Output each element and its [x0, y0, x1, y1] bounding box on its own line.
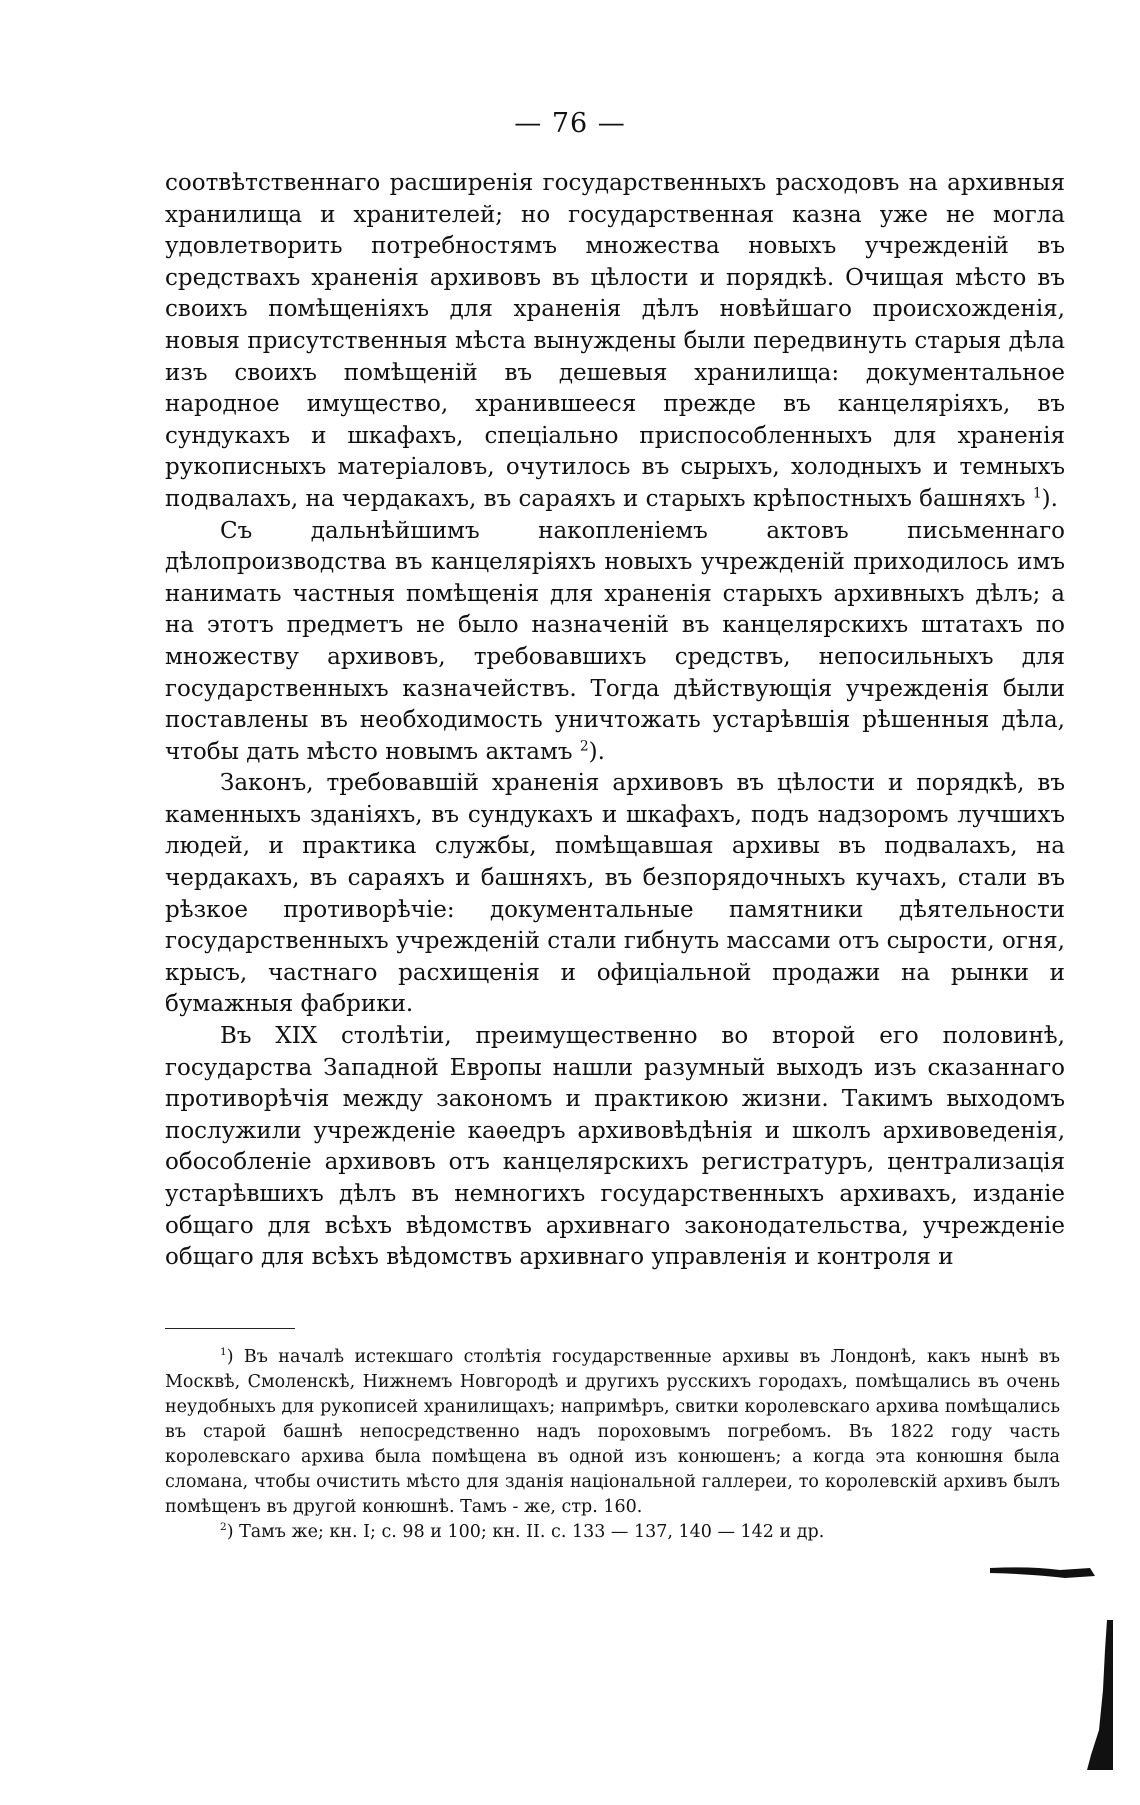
page-number: — 76 —	[514, 108, 626, 139]
footnote-2: $^2$) Тамъ же; кн. I; с. 98 и 100; кн. II. с. 133 — 137, 140 — 142 и др.	[220, 1521, 825, 1542]
scan-edge-mark	[1085, 1620, 1115, 1770]
paragraph-4: Въ XIX столѣтіи, преимущественно во второй его половинѣ, государства Западной Европы нашли разумный выходъ изъ сказаннаго противорѣчія между закономъ и практикою жизни. Такимъ выходомъ послужили учрежденіе каѳедръ архивовѣдѣнія и школъ архивоведенія, обособленіе архивовъ отъ канцелярскихъ регистратуръ, централизація устарѣвшихъ дѣлъ въ немногихъ государственныхъ архивахъ, изданіе общаго для всѣхъ вѣдомствъ архивнаго законодательства, учрежденіе общаго для всѣхъ вѣдомствъ архивнаго управленія и контроля и	[165, 1023, 1065, 1271]
scan-smudge-mark	[990, 1560, 1100, 1590]
footnote-1: $^1$) Въ началѣ истекшаго столѣтія государственные архивы въ Лондонѣ, какъ нынѣ въ Москвѣ, Смоленскѣ, Нижнемъ Новгородѣ и другихъ русскихъ городахъ, помѣщались въ очень неудобныхъ для рукописей хранилищахъ; напримѣръ, свитки королевскаго архива помѣщались въ старой башнѣ непосредственно надъ пороховымъ погребомъ. Въ 1822 году часть королевскаго архива была помѣщена въ одной изъ конюшенъ; а когда эта конюшня была сломана, чтобы очистить мѣсто для зданія національной галлереи, то королевскій архивъ былъ помѣщенъ въ другой конюшнѣ. Тамъ - же, стр. 160.	[165, 1346, 1060, 1517]
footnote-mark-2: 2	[220, 1521, 227, 1534]
footnotes	[165, 1345, 1060, 1545]
footnote-separator	[165, 1328, 295, 1329]
paragraph-2: Съ дальнѣйшимъ накопленіемъ актовъ письменнаго дѣлопроизводства въ канцеляріяхъ новыхъ учрежденій приходилось имъ нанимать частныя помѣщенія для храненія старыхъ архивныхъ дѣлъ; а на этотъ предметъ не было назначеній въ канцелярскихъ штатахъ по множеству архивовъ, требовавшихъ средствъ, непосильныхъ для государственныхъ казначействъ. Тогда дѣйствующія учрежденія были поставлены въ необходимость уничтожать устарѣвшія рѣшенныя дѣла, чтобы дать мѣсто новымъ актамъ $^2$).	[165, 517, 1065, 765]
footnote-ref-1[interactable]: 1	[1032, 485, 1042, 502]
paragraph-3: Законъ, требовавшій храненія архивовъ въ цѣлости и порядкѣ, въ каменныхъ зданіяхъ, въ сундукахъ и шкафахъ, подъ надзоромъ лучшихъ людей, и практика службы, помѣщавшая архивы въ подвалахъ, на чердакахъ, въ сараяхъ и башняхъ, въ безпорядочныхъ кучахъ, стали въ рѣзкое противорѣчіе: документальные памятники дѣятельности государственныхъ учрежденій стали гибнуть массами отъ сырости, огня, крысъ, частнаго расхищенія и офиціальной продажи на рынки и бумажныя фабрики.	[165, 770, 1065, 1018]
footnote-ref-2[interactable]: 2	[579, 738, 589, 755]
body-text	[165, 168, 1065, 1274]
paragraph-1: соотвѣтственнаго расширенія государственныхъ расходовъ на архивныя хранилища и хранителей; но государственная казна уже не могла удовлетворить потребностямъ множества новыхъ учрежденій въ средствахъ храненія архивовъ въ цѣлости и порядкѣ. Очищая мѣсто въ своихъ помѣщеніяхъ для храненія дѣлъ новѣйшаго происхожденія, новыя присутственныя мѣста вынуждены были передвинуть старыя дѣла изъ своихъ помѣщеній въ дешевыя хранилища: документальное народное имущество, хранившееся прежде въ канцеляріяхъ, въ сундукахъ и шкафахъ, спеціально приспособленныхъ для храненія рукописныхъ матеріаловъ, очутилось въ сырыхъ, холодныхъ и темныхъ подвалахъ, на чердакахъ, въ сараяхъ и старыхъ крѣпостныхъ башняхъ $^1$).	[165, 170, 1065, 512]
footnote-mark-1: 1	[220, 1346, 227, 1359]
